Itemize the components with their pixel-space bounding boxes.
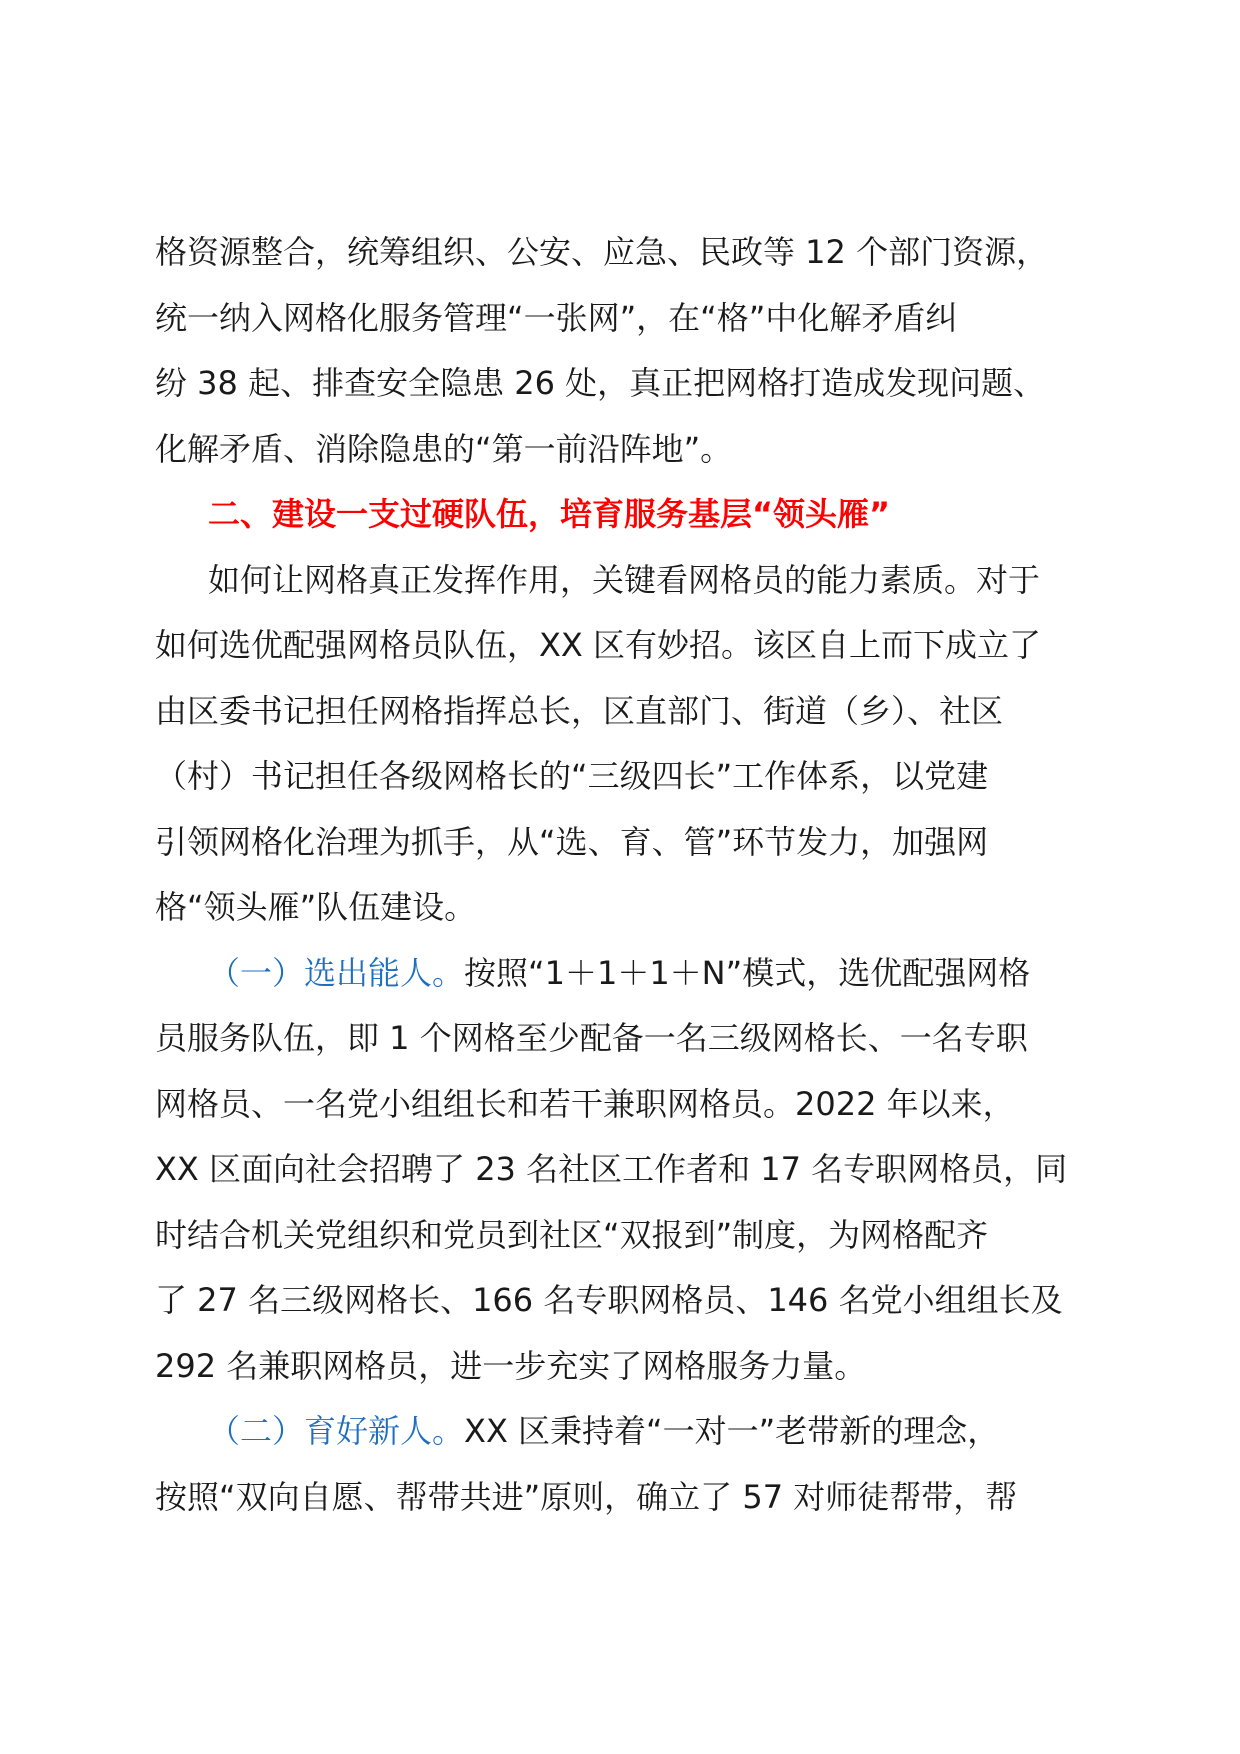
text-line: 了 27 名三级网格长、166 名专职网格员、146 名党小组组长及 [155,1281,1063,1319]
text-line: 按照“双向自愿、帮带共进”原则，确立了 57 对师徒帮带，帮 [155,1477,1018,1516]
text-line: 员服务队伍，即 1 个网格至少配备一名三级网格长、一名专职 [155,1019,1028,1057]
text-line: XX 区面向社会招聘了 23 名社区工作者和 17 名专职网格员，同 [155,1150,1068,1188]
text-run: 按照“1＋1＋1＋N”模式，选优配强网格 [464,953,1031,992]
paragraph-3 [155,941,1090,1400]
text-line: 如何选优配强网格员队伍，XX 区有妙招。该区自上而下成立了 [155,626,1042,664]
paragraph-first-line [155,941,1090,1007]
text-line: 如何让网格真正发挥作用，关键看网格员的能力素质。对于 [208,560,1041,599]
text-line: 纷 38 起、排查安全隐患 26 处，真正把网格打造成发现问题、 [155,364,1046,402]
text-line: 引领网格化治理为抓手，从“选、育、管”环节发力，加强网 [155,822,989,861]
subsection-lead: （二）育好新人。 [208,1412,465,1450]
text-line: 统一纳入网格化服务管理“一张网”，在“格”中化解矛盾纠 [155,298,958,337]
text-line: 网格员、一名党小组组长和若干兼职网格员。2022 年以来， [155,1084,1015,1123]
text-line: 由区委书记担任网格指挥总长，区直部门、街道（乡）、社区 [155,691,1004,730]
paragraph-2 [155,548,1090,941]
text-line: 时结合机关党组织和党员到社区“双报到”制度，为网格配齐 [155,1215,989,1254]
text-line: 格资源整合，统筹组织、公安、应急、民政等 12 个部门资源， [155,233,1049,271]
section-heading: 二、建设一支过硬队伍，培育服务基层“领头雁” [208,495,891,533]
paragraph-first-line [155,1399,1090,1465]
text-line: 化解矛盾、消除隐患的“第一前沿阵地”。 [155,429,733,468]
text-line: 格“领头雁”队伍建设。 [155,888,477,926]
text-line: （村）书记担任各级网格长的“三级四长”工作体系，以党建 [155,757,989,795]
subsection-lead: （一）选出能人。 [208,953,465,992]
paragraph-4 [155,1399,1090,1530]
document-page [155,220,1090,1530]
text-line: 292 名兼职网格员，进一步充实了网格服务力量。 [155,1346,867,1385]
text-run: XX 区秉持着“一对一”老带新的理念， [464,1412,1000,1450]
paragraph-1 [155,220,1090,482]
